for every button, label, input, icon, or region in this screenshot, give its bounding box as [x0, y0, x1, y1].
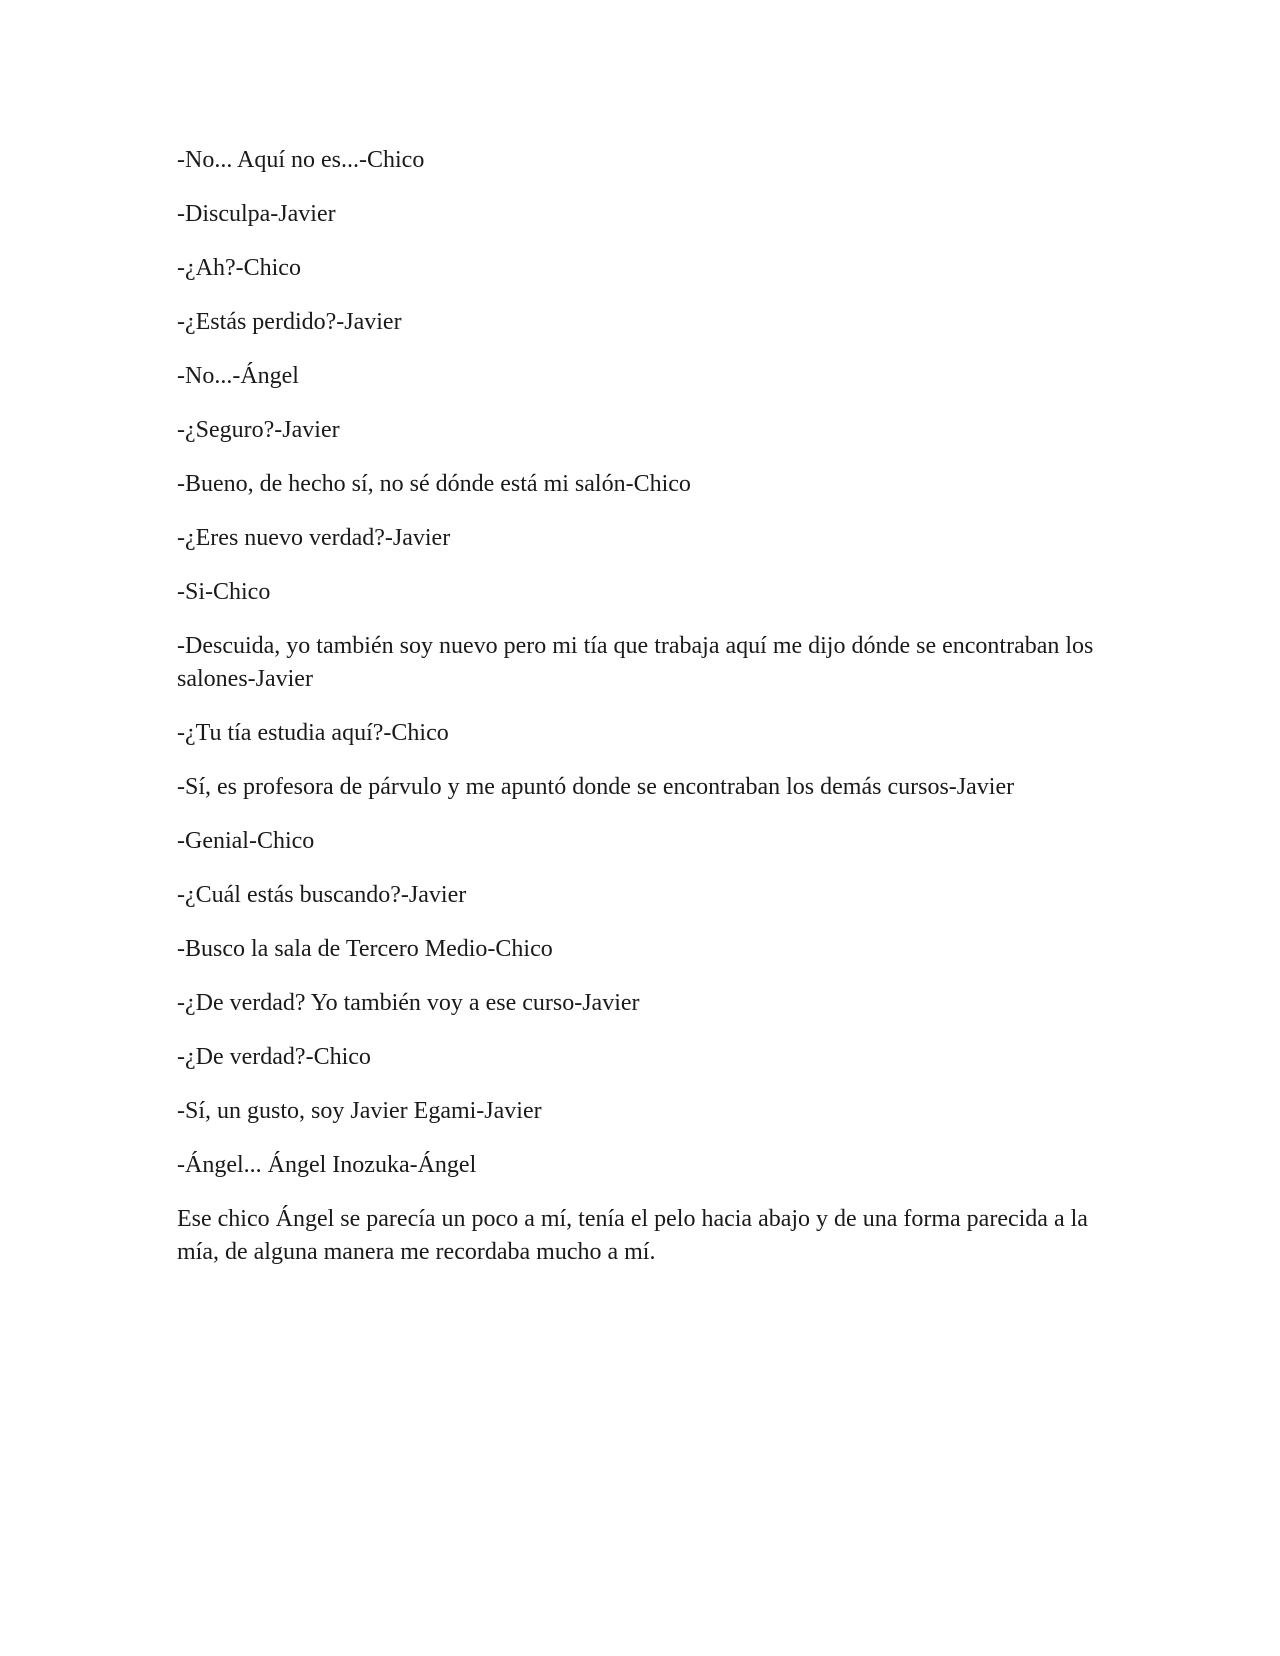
- dialogue-line: -Genial-Chico: [177, 828, 315, 854]
- dialogue-line: -Sí, un gusto, soy Javier Egami-Javier: [177, 1098, 542, 1124]
- dialogue-line: -¿Estás perdido?-Javier: [177, 309, 402, 335]
- dialogue-line: -¿Eres nuevo verdad?-Javier: [177, 525, 451, 551]
- dialogue-line: -¿Cuál estás buscando?-Javier: [177, 882, 467, 908]
- dialogue-line: -Si-Chico: [177, 579, 271, 605]
- dialogue-line: -¿De verdad? Yo también voy a ese curso-Javier: [177, 990, 640, 1016]
- narration-paragraph: Ese chico Ángel se parecía un poco a mí, tenía el pelo hacia abajo y de una forma parecida a la mía, de alguna manera me recordaba mucho a mí.: [177, 1206, 1088, 1265]
- dialogue-line: -Sí, es profesora de párvulo y me apuntó donde se encontraban los demás cursos-Javier: [177, 774, 1015, 800]
- dialogue-line: -¿Seguro?-Javier: [177, 417, 340, 443]
- dialogue-line: -No...-Ángel: [177, 363, 299, 389]
- dialogue-line: -Descuida, yo también soy nuevo pero mi tía que trabaja aquí me dijo dónde se encontraban los salones-Javier: [177, 633, 1094, 692]
- document-body: [177, 144, 1107, 1290]
- dialogue-line: -Disculpa-Javier: [177, 201, 336, 227]
- dialogue-line: -¿De verdad?-Chico: [177, 1044, 371, 1070]
- dialogue-line: -¿Tu tía estudia aquí?-Chico: [177, 720, 449, 746]
- dialogue-line: -No... Aquí no es...-Chico: [177, 147, 425, 173]
- dialogue-line: -Busco la sala de Tercero Medio-Chico: [177, 936, 553, 962]
- dialogue-line: -Ángel... Ángel Inozuka-Ángel: [177, 1152, 477, 1178]
- dialogue-line: -¿Ah?-Chico: [177, 255, 301, 281]
- dialogue-line: -Bueno, de hecho sí, no sé dónde está mi salón-Chico: [177, 471, 691, 497]
